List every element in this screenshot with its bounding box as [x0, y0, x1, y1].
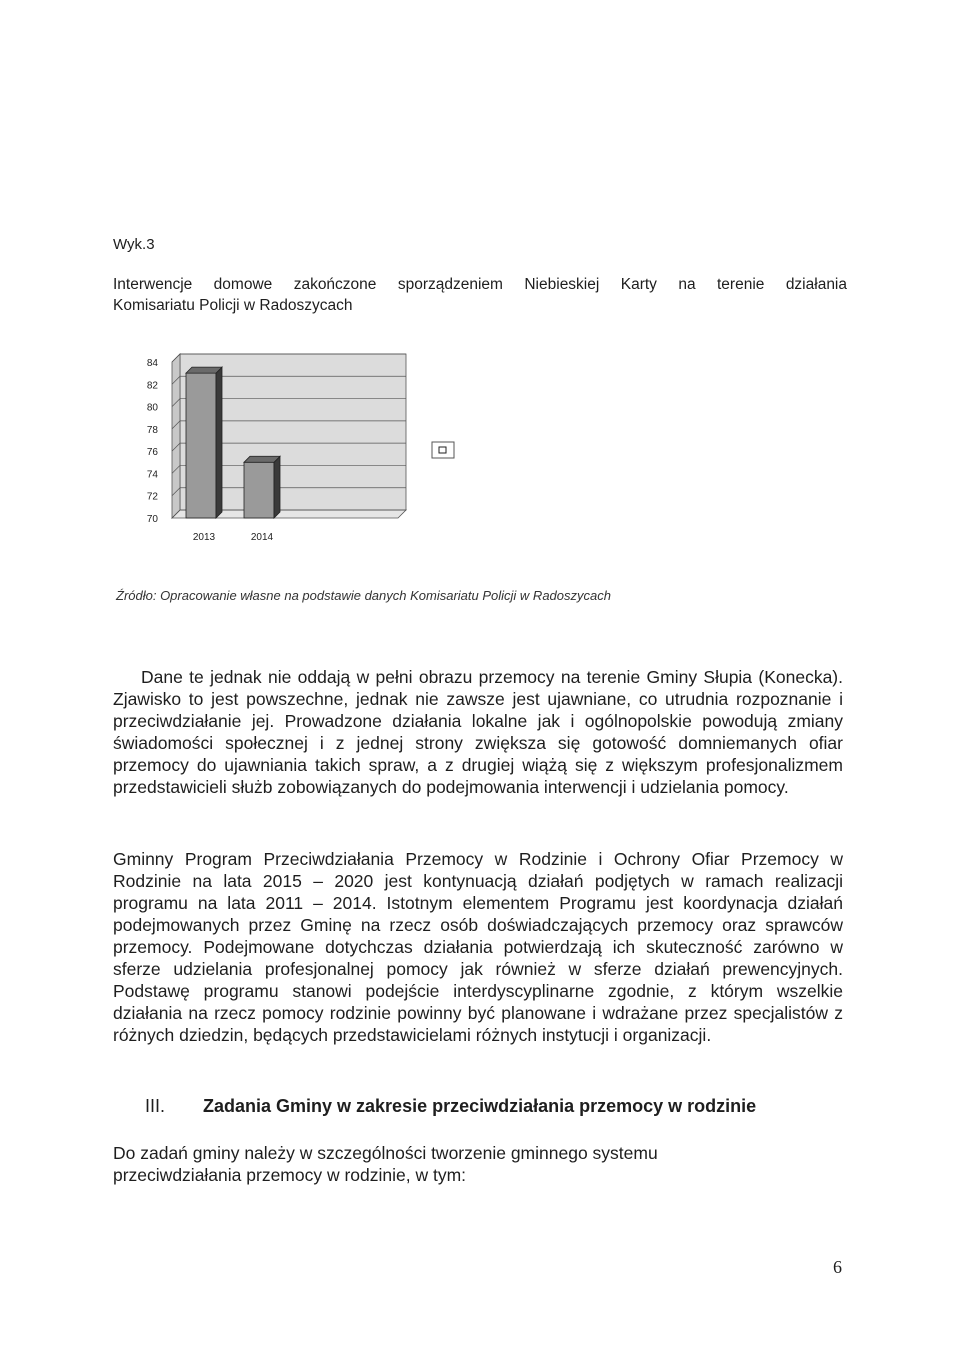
bar-top: [186, 367, 222, 373]
section-title: Zadania Gminy w zakresie przeciwdziałania przemocy w rodzinie: [203, 1096, 757, 1116]
y-tick-label: 76: [146, 447, 158, 459]
y-tick-label: 78: [146, 424, 158, 436]
y-tick-label: 82: [146, 380, 158, 392]
section-number: III.: [145, 1096, 166, 1116]
y-tick-label: 72: [146, 491, 158, 503]
paragraph-1: Dane te jednak nie oddają w pełni obrazu przemocy na terenie Gminy Słupia (Konecka). Zjawisko to jest powszechne, jednak nie zawsze jest ujawniane, co utrudnia rozpoznanie i przeciwdziałanie jej. Prowadzone działania lokalne jak i ogólnopolskie powodują zmiany świadomości społecznej i z jednej strony zwiększa się gotowość domniemanych ofiar przemocy do ujawniania takich spraw, a z drugiej wiążą się z większym profesjonalizmem przedstawicieli służb zobowiązanych do podejmowania interwencji i udzielania pomocy.: [113, 667, 843, 797]
bar-side: [274, 456, 280, 518]
x-tick-label: 2013: [192, 532, 216, 543]
source-note: Źródło: Opracowanie własne na podstawie danych Komisariatu Policji w Radoszycach: [116, 588, 611, 603]
y-tick-label: 80: [146, 402, 158, 414]
section-heading: [145, 1096, 756, 1117]
y-tick-label: 84: [146, 358, 158, 369]
bar: [244, 462, 274, 518]
y-tick-label: 70: [146, 514, 158, 525]
bar-side: [216, 367, 222, 518]
page-number: 6: [833, 1257, 842, 1277]
y-tick-label: 74: [146, 469, 158, 481]
figure-title: [113, 274, 847, 316]
figure-title-line1: Interwencje domowe zakończone sporządzeniem Niebieskiej Karty na terenie działania: [113, 276, 847, 293]
figure-title-line2: Komisariatu Policji w Radoszycach: [113, 297, 353, 314]
bar-top: [244, 456, 280, 462]
bar-chart: [130, 350, 470, 555]
paragraph-2: Gminny Program Przeciwdziałania Przemocy w Rodzinie i Ochrony Ofiar Przemocy w Rodzinie na lata 2015 – 2020 jest kontynuacją działań podjętych w ramach realizacji programu na lata 2011 – 2014. Istotnym elementem Programu jest koordynacja działań podejmowanych przez Gminę na rzecz osób doświadczających przemocy oraz sprawców przemocy. Podejmowane dotychczas działania potwierdzają ich skuteczność zarówno w sferze udzielania profesjonalnej pomocy jak również w sferze działań prewencyjnych. Podstawę programu stanowi podejście interdyscyplinarne zgodnie, z którym wszelkie działania na rzecz pomocy rodzinie powinny być planowane i wdrażane przez specjalistów z różnych dziedzin, będących przedstawicielami różnych instytucji i organizacji.: [113, 849, 843, 1045]
legend-swatch: [439, 447, 446, 453]
paragraph-3: Do zadań gminy należy w szczególności tworzenie gminnego systemu przeciwdziałania przemocy w rodzinie, w tym:: [113, 1143, 658, 1185]
chart-side-wall: [172, 354, 180, 518]
x-tick-label: 2014: [250, 532, 274, 543]
bar: [186, 373, 216, 518]
figure-label: Wyk.3: [113, 236, 155, 253]
